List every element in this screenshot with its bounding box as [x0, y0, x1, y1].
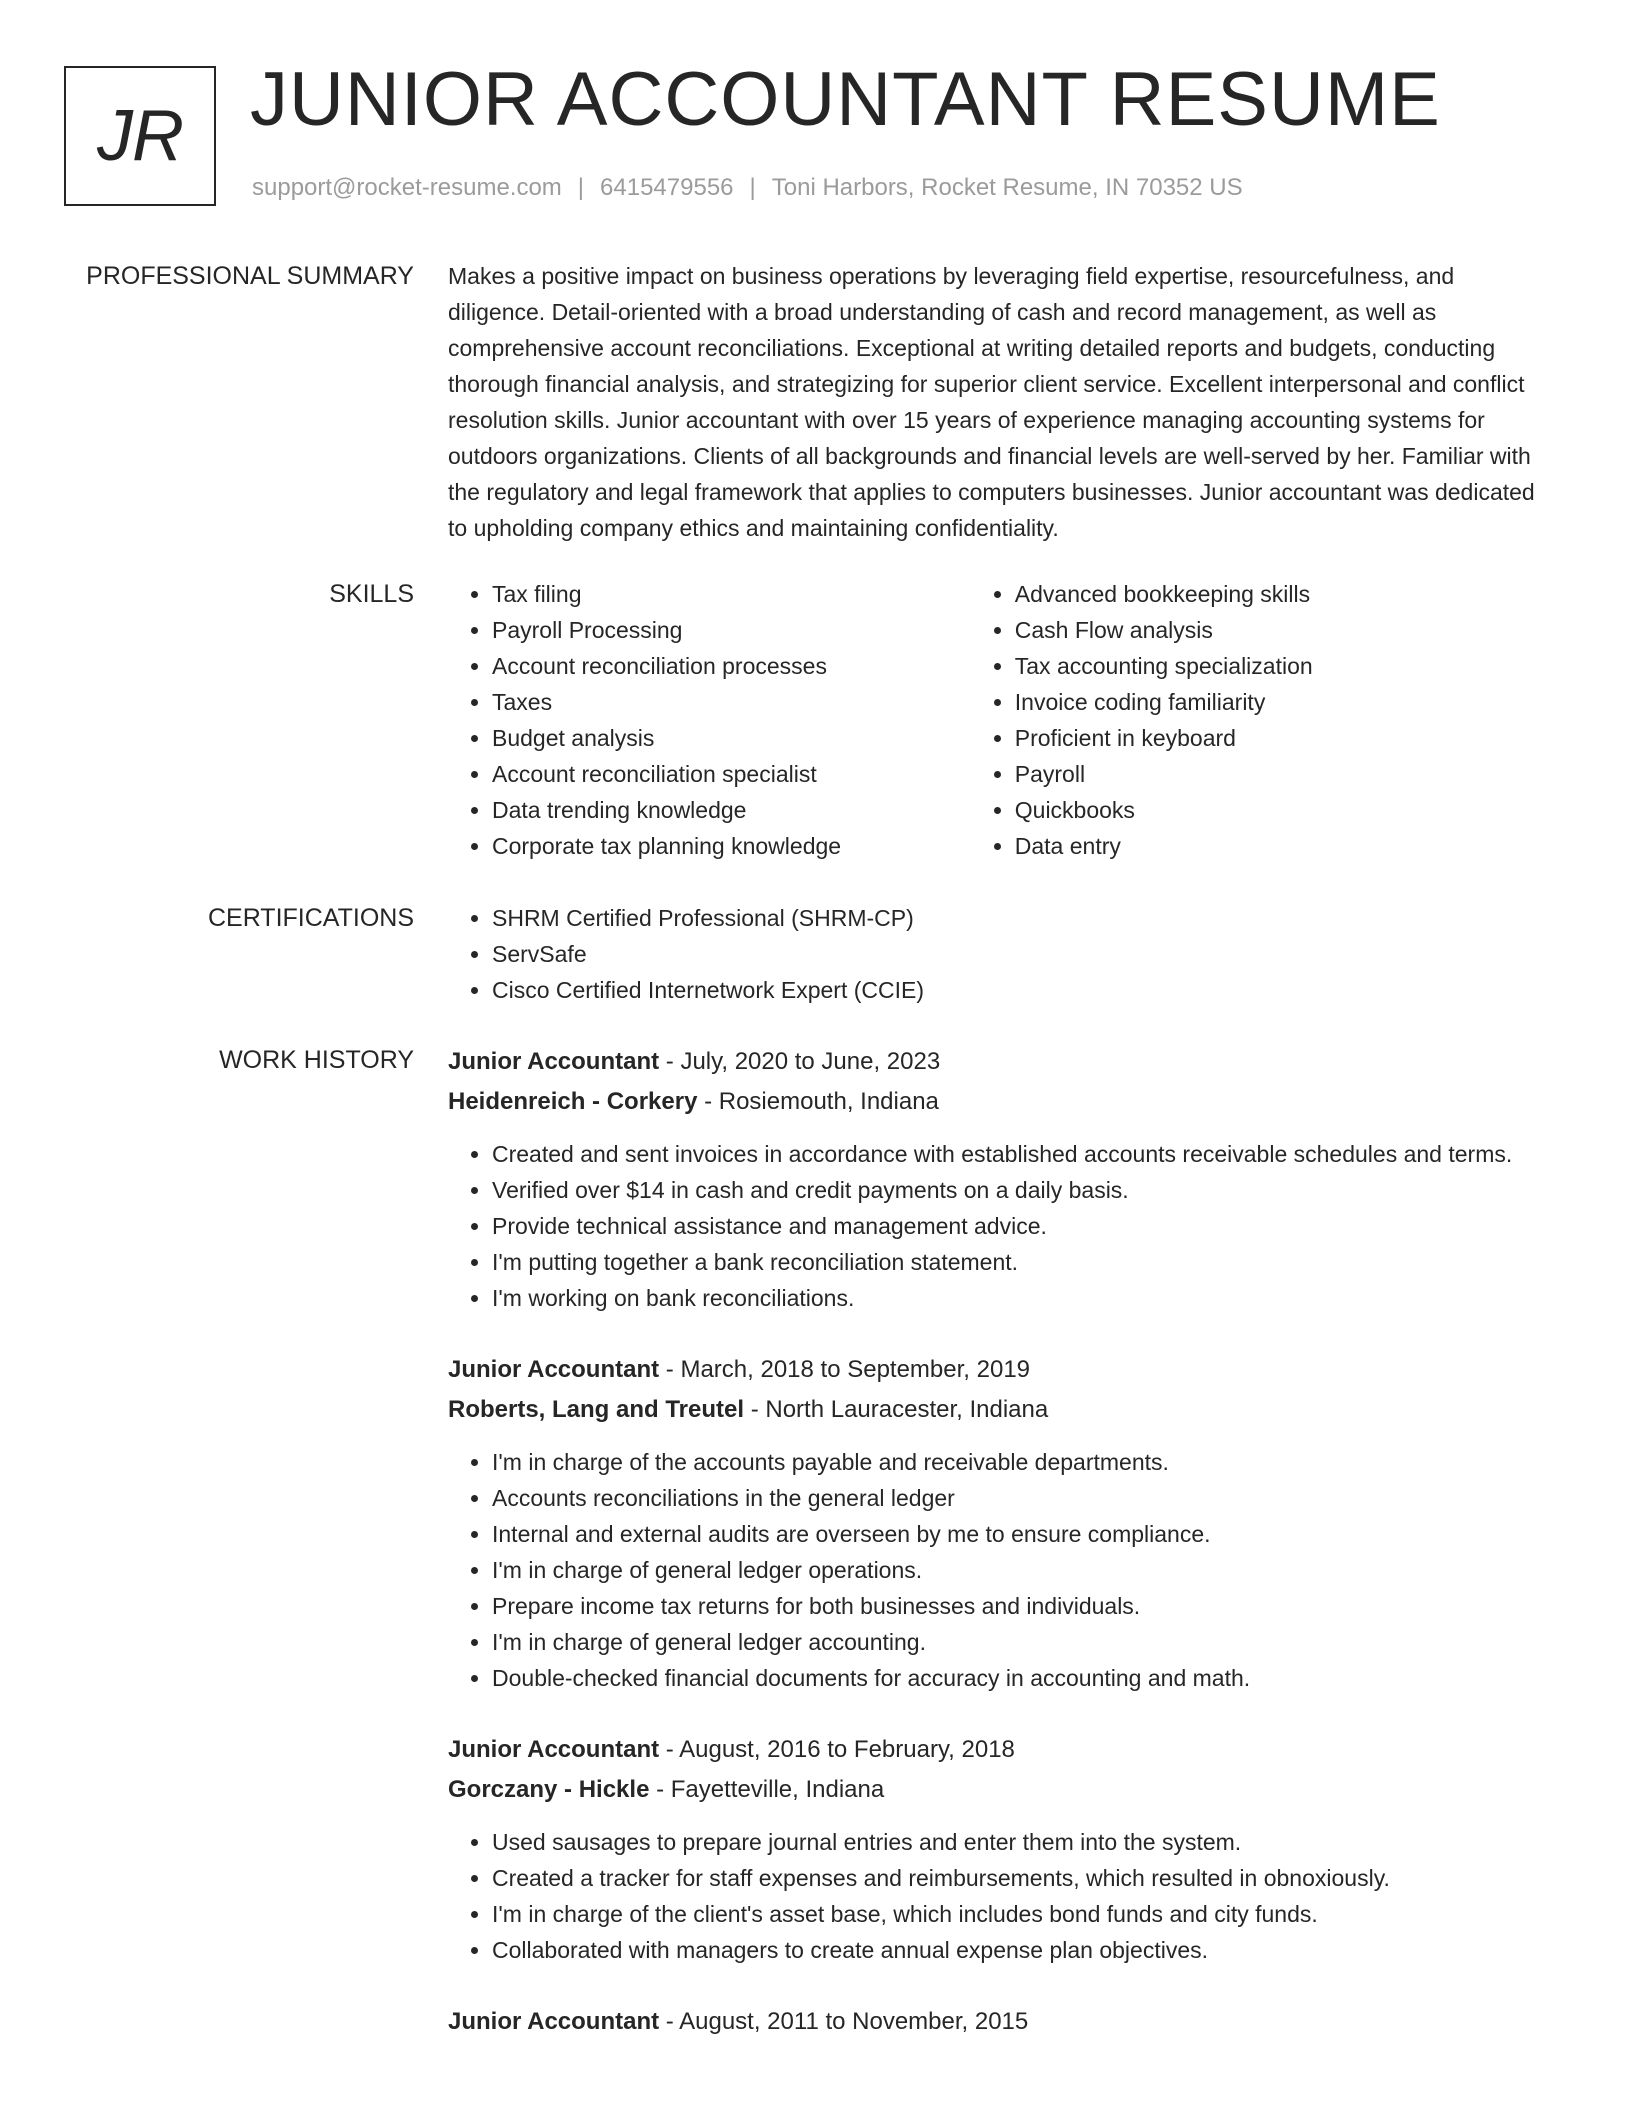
job-bullet: • Used sausages to prepare journal entries and enter them into the system.	[492, 1824, 1538, 1860]
skills-list-right	[965, 576, 1538, 864]
certifications-section	[0, 900, 1632, 1008]
job-entry	[448, 2002, 1538, 2042]
skill-item: • Corporate tax planning knowledge	[492, 828, 965, 864]
job-company-line	[448, 1390, 1538, 1430]
job-entry	[448, 1730, 1538, 1968]
skill-item: • Payroll Processing	[492, 612, 965, 648]
job-location: - North Lauracester, Indiana	[744, 1396, 1049, 1423]
job-dates: - March, 2018 to September, 2019	[659, 1356, 1031, 1383]
professional-summary-section	[0, 258, 1632, 546]
job-entry	[448, 1350, 1538, 1696]
job-bullet: • Verified over $14 in cash and credit payments on a daily basis.	[492, 1172, 1538, 1208]
contact-phone: 6415479556	[600, 174, 734, 201]
certifications-body	[448, 900, 1538, 1008]
job-bullet: • Created a tracker for staff expenses and reimbursements, which resulted in obnoxiously.	[492, 1860, 1538, 1896]
job-title: Junior Accountant	[448, 1736, 660, 1763]
job-location: - Rosiemouth, Indiana	[697, 1088, 939, 1115]
skill-item: • Payroll	[1015, 756, 1538, 792]
monogram-badge: JR	[64, 66, 216, 206]
contact-separator: |	[577, 174, 585, 201]
skill-item: • Invoice coding familiarity	[1015, 684, 1538, 720]
job-company: Gorczany - Hickle	[448, 1776, 650, 1803]
work-history-body	[448, 1042, 1538, 2076]
skill-item: • Proficient in keyboard	[1015, 720, 1538, 756]
job-company-line	[448, 1770, 1538, 1810]
job-company-line	[448, 1082, 1538, 1122]
certification-item: • ServSafe	[492, 936, 1538, 972]
job-dates: - July, 2020 to June, 2023	[659, 1048, 941, 1075]
job-bullet: • I'm in charge of general ledger accounting.	[492, 1624, 1538, 1660]
job-bullet: • I'm in charge of the accounts payable and receivable departments.	[492, 1444, 1538, 1480]
job-bullets	[448, 1824, 1538, 1968]
job-location: - Fayetteville, Indiana	[649, 1776, 885, 1803]
contact-separator: |	[749, 174, 756, 201]
skill-item: • Tax accounting specialization	[1015, 648, 1538, 684]
skills-columns	[448, 576, 1538, 864]
skill-item: • Data trending knowledge	[492, 792, 965, 828]
skill-item: • Advanced bookkeeping skills	[1015, 576, 1538, 612]
job-bullet: • Double-checked financial documents for accuracy in accounting and math.	[492, 1660, 1538, 1696]
job-bullets	[448, 1444, 1538, 1696]
job-dates: - August, 2016 to February, 2018	[659, 1736, 1015, 1763]
skill-item: • Cash Flow analysis	[1015, 612, 1538, 648]
section-label: SKILLS	[329, 580, 414, 608]
job-bullet: • Internal and external audits are overseen by me to ensure compliance.	[492, 1516, 1538, 1552]
skill-item: • Tax filing	[492, 576, 965, 612]
work-history-section	[0, 1042, 1632, 2076]
job-title-line	[448, 1350, 1538, 1390]
job-bullet: • I'm in charge of the client's asset base, which includes bond funds and city funds.	[492, 1896, 1538, 1932]
skill-item: • Data entry	[1015, 828, 1538, 864]
contact-line	[252, 174, 1243, 202]
summary-text: Makes a positive impact on business operations by leveraging field expertise, resourcefulness, and diligence. Detail-oriented with a broad understanding of cash and record management, as well as comprehensive account reconciliations. Exceptional at writing detailed reports and budgets, conducting thorough financial analysis, and strategizing for superior client service. Excellent interpersonal and conflict resolution skills. Junior accountant with over 15 years of experience managing accounting systems for outdoors organizations. Clients of all backgrounds and financial levels are well-served by her. Familiar with the regulatory and legal framework that applies to computers businesses. Junior accountant was dedicated to upholding company ethics and maintaining confidentiality.	[448, 263, 1535, 541]
job-title: Junior Accountant	[448, 2008, 660, 2035]
contact-email: support@rocket-resume.com	[252, 174, 562, 201]
resume-body	[0, 258, 1632, 2076]
job-company: Roberts, Lang and Treutel	[448, 1396, 745, 1423]
contact-address: Toni Harbors, Rocket Resume, IN 70352 US	[771, 174, 1243, 201]
section-label: WORK HISTORY	[219, 1046, 414, 1074]
job-company: Heidenreich - Corkery	[448, 1088, 698, 1115]
job-entry	[448, 1042, 1538, 1316]
skill-item: • Budget analysis	[492, 720, 965, 756]
certification-item: • Cisco Certified Internetwork Expert (CCIE)	[492, 972, 1538, 1008]
job-title: Junior Accountant	[448, 1356, 660, 1383]
certifications-list	[448, 900, 1538, 1008]
job-bullet: • Accounts reconciliations in the general ledger	[492, 1480, 1538, 1516]
job-bullet: • Created and sent invoices in accordance with established accounts receivable schedules and terms.	[492, 1136, 1538, 1172]
job-bullet: • Provide technical assistance and management advice.	[492, 1208, 1538, 1244]
job-title-line	[448, 2002, 1538, 2042]
section-label: CERTIFICATIONS	[207, 904, 414, 932]
skill-item: • Account reconciliation processes	[492, 648, 965, 684]
skill-item: • Taxes	[492, 684, 965, 720]
job-bullets	[448, 1136, 1538, 1316]
job-title: Junior Accountant	[448, 1048, 660, 1075]
skill-item: • Account reconciliation specialist	[492, 756, 965, 792]
job-title-line	[448, 1730, 1538, 1770]
skills-section	[0, 576, 1632, 864]
job-bullet: • I'm putting together a bank reconciliation statement.	[492, 1244, 1538, 1280]
job-bullet: • I'm working on bank reconciliations.	[492, 1280, 1538, 1316]
job-bullet: • Prepare income tax returns for both businesses and individuals.	[492, 1588, 1538, 1624]
job-title-line	[448, 1042, 1538, 1082]
resume-title: JUNIOR ACCOUNTANT RESUME	[250, 57, 1441, 142]
skills-list-left	[448, 576, 965, 864]
certification-item: • SHRM Certified Professional (SHRM-CP)	[492, 900, 1538, 936]
job-dates: - August, 2011 to November, 2015	[659, 2008, 1029, 2035]
job-bullet: • Collaborated with managers to create annual expense plan objectives.	[492, 1932, 1538, 1968]
skill-item: • Quickbooks	[1015, 792, 1538, 828]
job-bullet: • I'm in charge of general ledger operations.	[492, 1552, 1538, 1588]
section-label: PROFESSIONAL SUMMARY	[86, 262, 414, 290]
